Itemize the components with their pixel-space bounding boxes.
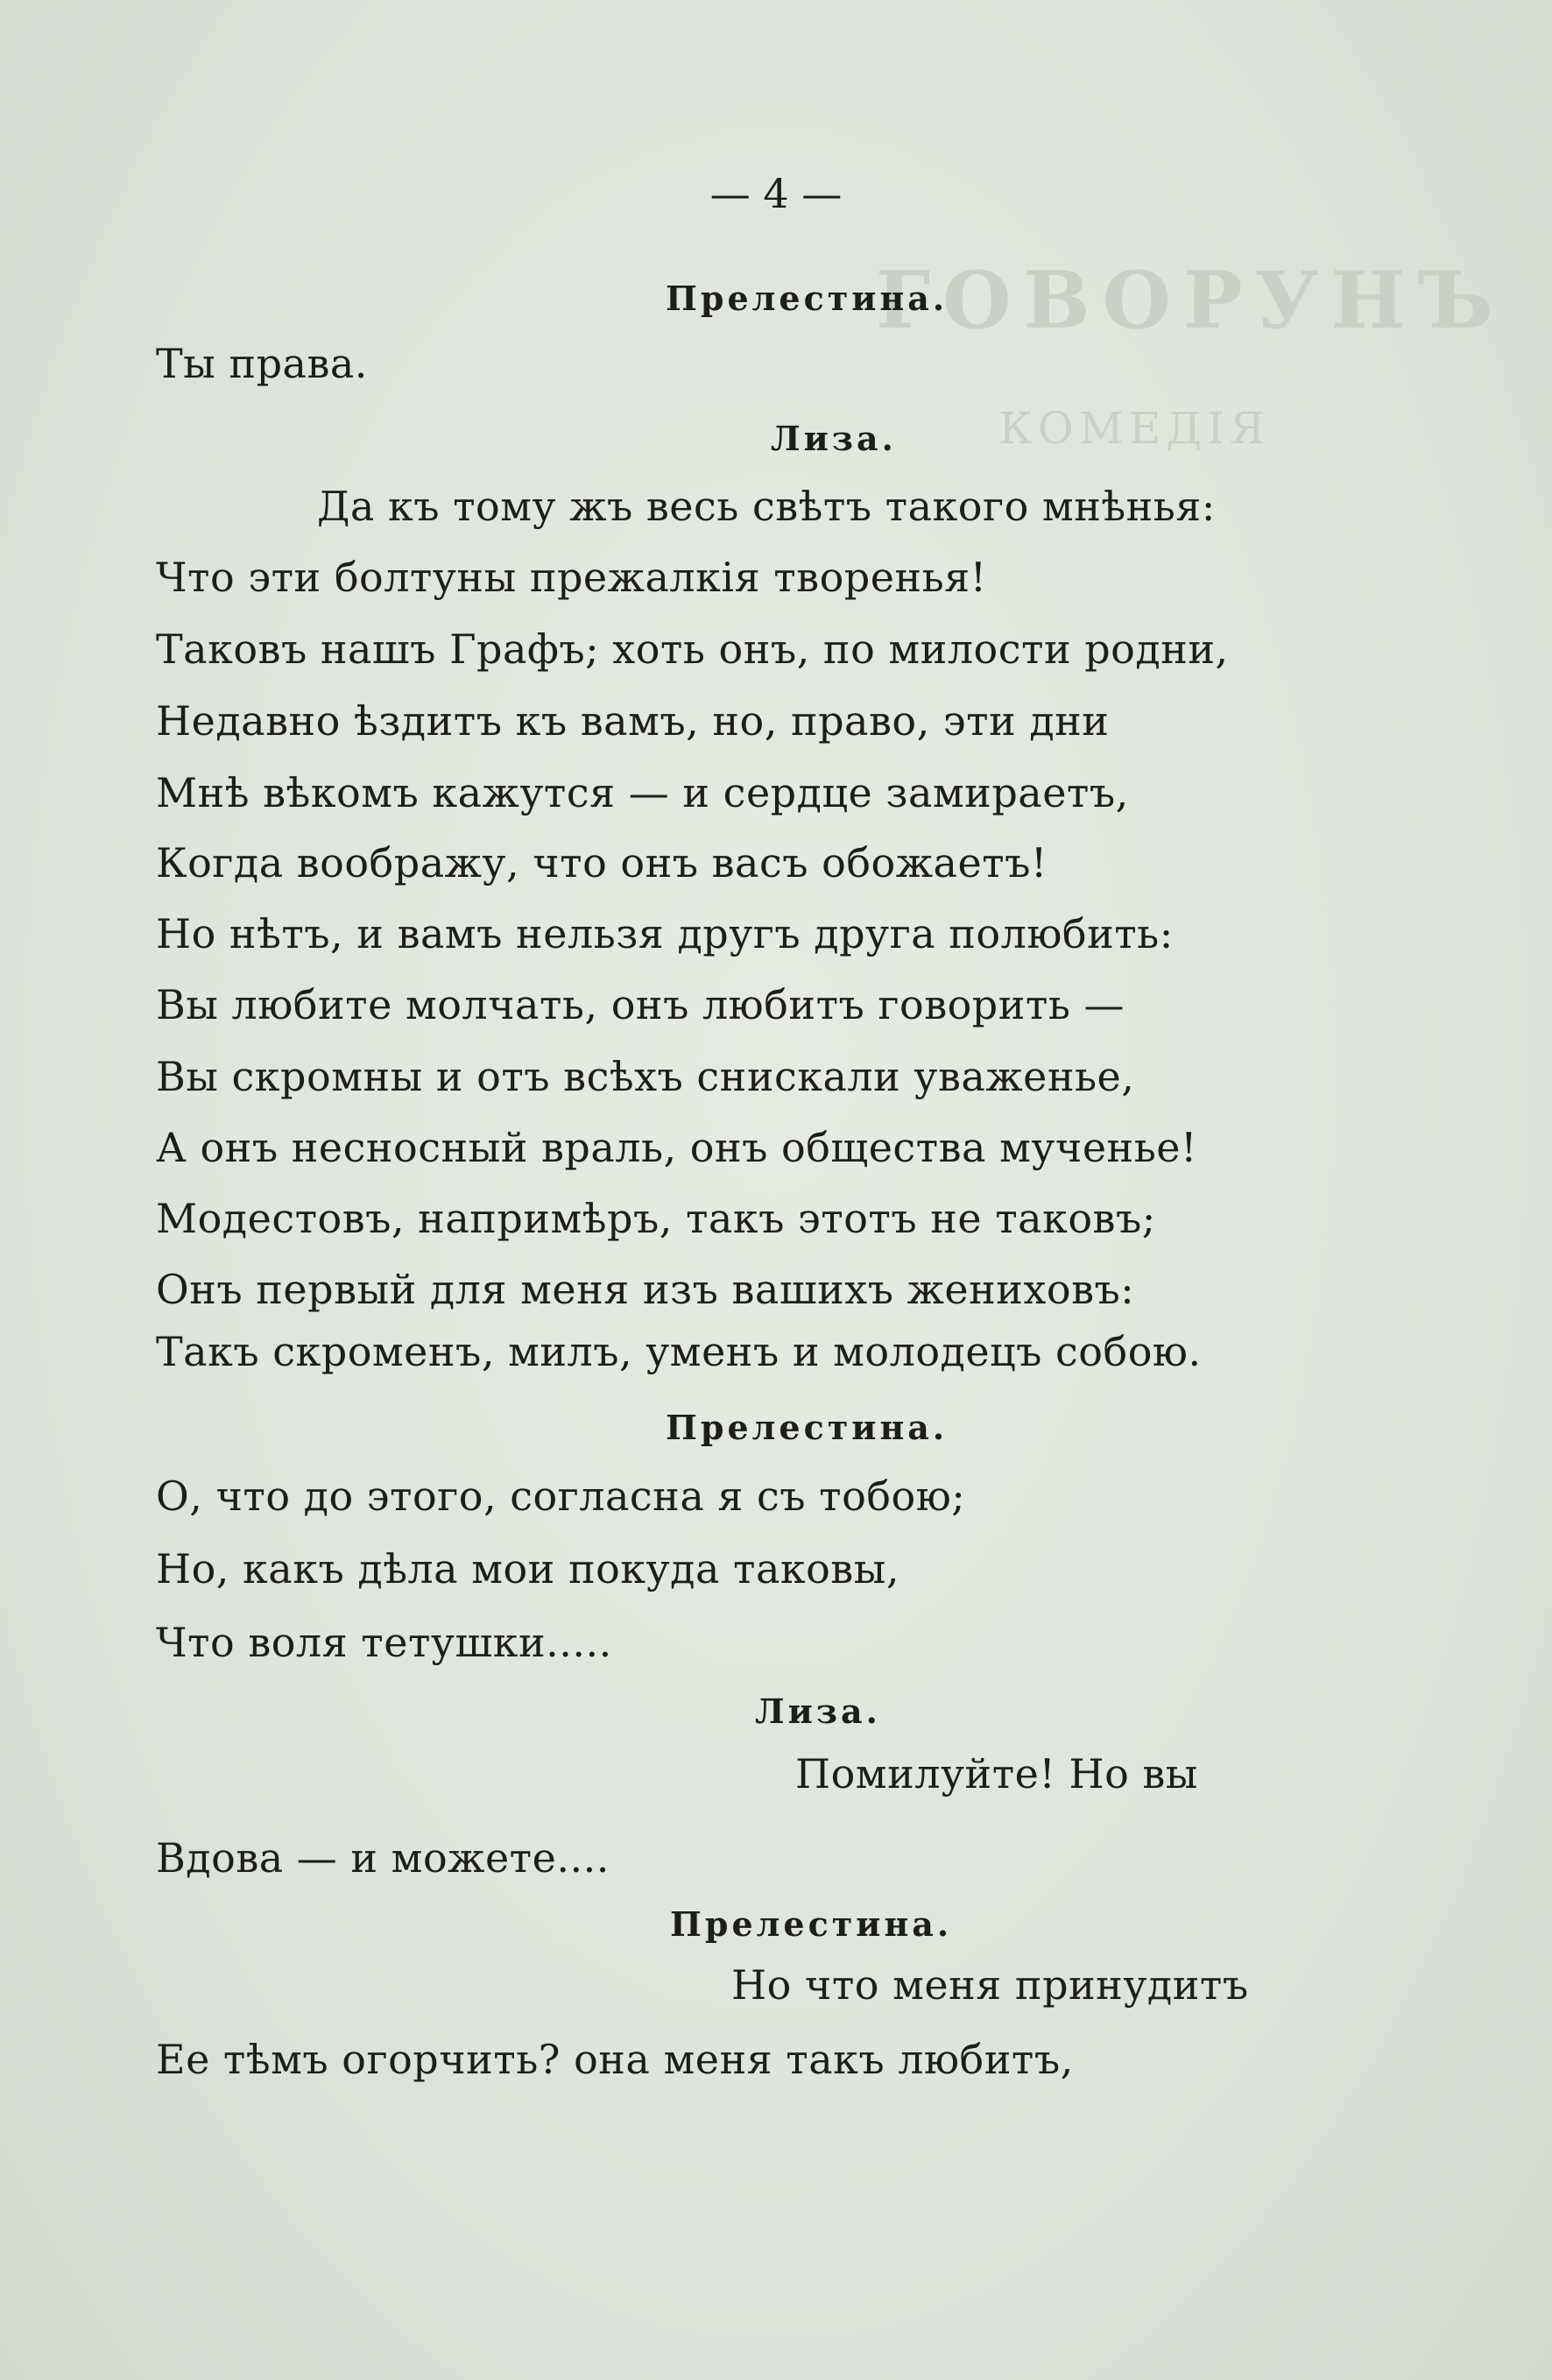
verse-line: Модестовъ, напримѣръ, такъ этотъ не таковъ; (156, 1195, 1156, 1242)
verse-line: Таковъ нашъ Графъ; хоть онъ, по милости родни, (156, 625, 1229, 673)
verse-line: Недавно ѣздитъ къ вамъ, но, право, эти дни (156, 697, 1110, 745)
verse-line: Что воля тетушки..... (156, 1619, 612, 1666)
speaker-label: Прелестина. (670, 1904, 953, 1944)
verse-line: Да къ тому жъ весь свѣтъ такого мнѣнья: (317, 483, 1216, 530)
bleed-through-subheading: КОМЕДІЯ (998, 403, 1271, 454)
verse-line: А онъ несносный враль, онъ общества мученье! (156, 1124, 1197, 1171)
verse-line: Онъ первый для меня изъ вашихъ жениховъ: (156, 1266, 1135, 1313)
speaker-label: Лиза. (771, 419, 897, 458)
verse-line: Такъ скроменъ, милъ, уменъ и молодецъ собою. (156, 1328, 1202, 1375)
bleed-through-heading: ГОВОРУНЪ (876, 254, 1506, 347)
verse-line: Помилуйте! Но вы (795, 1750, 1198, 1797)
verse-line: О, что до этого, согласна я съ тобою; (156, 1472, 966, 1520)
verse-line: Когда воображу, что онъ васъ обожаетъ! (156, 839, 1048, 886)
page-number: — 4 — (709, 170, 843, 217)
verse-line: Вдова — и можете.... (156, 1834, 610, 1882)
speaker-label: Прелестина. (666, 279, 949, 318)
speaker-label: Лиза. (755, 1691, 881, 1731)
verse-line: Что эти болтуны прежалкія творенья! (156, 554, 987, 601)
verse-line: Мнѣ вѣкомъ кажутся — и сердце замираетъ, (156, 769, 1129, 816)
verse-line: Ее тѣмъ огорчить? она меня такъ любитъ, (156, 2036, 1074, 2083)
speaker-label: Прелестина. (666, 1408, 949, 1447)
verse-line: Ты права. (156, 340, 368, 387)
verse-line: Вы любите молчать, онъ любитъ говорить — (156, 981, 1125, 1028)
verse-line: Вы скромны и отъ всѣхъ снискали уваженье, (156, 1053, 1135, 1100)
verse-line: Но нѣтъ, и вамъ нельзя другъ друга полюбить: (156, 910, 1174, 957)
verse-line: Но что меня принудитъ (731, 1961, 1249, 2009)
verse-line: Но, какъ дѣла мои покуда таковы, (156, 1545, 899, 1593)
